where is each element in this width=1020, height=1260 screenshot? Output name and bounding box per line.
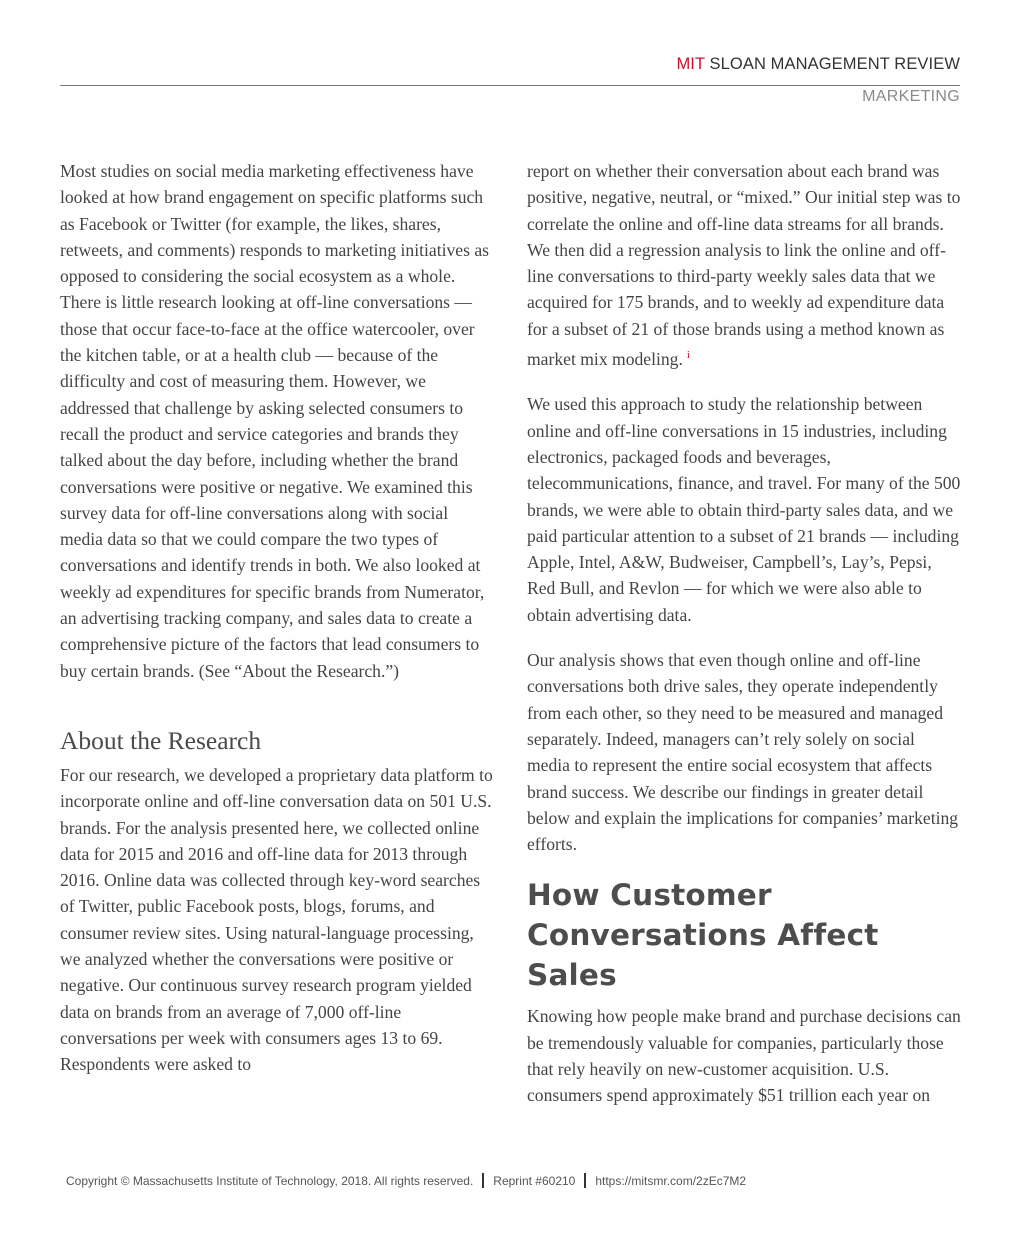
intro-paragraph: Most studies on social media marketing effectiveness have looked at how brand engagement on specific platforms such as Facebook or Twitter (for example, the likes, shares, retweets, and comments) responds to marketing initiatives as opposed to considering the social ecosystem as a whole. There is little research looking at off-line conversations — those that occur face-to-face at the office watercooler, over the kitchen table, or at a health club — because of the difficulty and cost of measuring them. However, we addressed that challenge by asking selected consumers to recall the product and service categories and brands they talked about the day before, including whether the brand conversations were positive or negative. We examined this survey data for off-line conversations along with social media data so that we could compare the two types of conversations and identify trends in both. We also looked at weekly ad expenditures for specific brands from Numerator, an advertising tracking company, and sales data to create a comprehensive picture of the factors that lead consumers to buy certain brands. (See “About the Research.”) (60, 161, 489, 681)
brand-mit: MIT (676, 55, 705, 73)
brand-name: SLOAN MANAGEMENT REVIEW (709, 55, 960, 73)
section-heading: How Customer Conversations Affect Sales (527, 878, 879, 993)
section-label: MARKETING (862, 88, 960, 105)
about-research-paragraph: For our research, we developed a proprietary data platform to incorporate online and off-line conversation data on 501 U.S. brands. For the analysis presented here, we collected online data for 2015 and 2016 and off-line data for 2013 through 2016. Online data was collected through key-word searches of Twitter, public Facebook posts, blogs, forums, and consumer review sites. Using natural-language processing, we analyzed whether the conversations were positive or negative. Our continuous survey research program yielded data on brands from an average of 7,000 off-line conversations per week with consumers ages 13 to 69. Respondents were asked to (60, 764, 493, 1075)
body-paragraph-4: Knowing how people make brand and purchase decisions can be tremendously valuable for companies, particularly those that rely heavily on new-customer acquisition. U.S. consumers spend approximately $51 trillion each year on (527, 1006, 961, 1106)
copyright-text: Copyright © Massachusetts Institute of Technology, 2018. All rights reserved. (66, 1174, 474, 1188)
page-footer (66, 1173, 746, 1188)
masthead (60, 55, 960, 86)
left-column (60, 158, 494, 1078)
about-research-heading: About the Research (60, 725, 262, 755)
body-paragraph-3: Our analysis shows that even though online and off-line conversations both drive sales, they operate independently from each other, so they need to be measured and managed separately. Indeed, managers can’t rely solely on social media to represent the entire social ecosystem that affects brand success. We describe our findings in greater detail below and explain the implications for companies’ marketing efforts. (527, 650, 959, 855)
publication-logo[interactable] (676, 55, 960, 74)
body-paragraph-1 (527, 158, 961, 372)
reprint-number: Reprint #60210 (493, 1174, 576, 1188)
footer-divider (482, 1173, 484, 1188)
footer-divider (584, 1173, 586, 1188)
body-paragraph-1-text: report on whether their conversation about each brand was positive, negative, neutral, or “mixed.” Our initial step was to correlate the online and off-line data streams for all brands. We then did a regression analysis to link the online and off-line conversations to third-party weekly sales data that we acquired for 175 brands, and to weekly ad expenditure data for a subset of 21 of those brands using a method known as market mix modeling. (527, 161, 961, 370)
body-paragraph-2: We used this approach to study the relationship between online and off-line conversations in 15 industries, including electronics, packaged foods and beverages, telecommunications, finance, and travel. For many of the 500 brands, we were able to obtain third-party sales data, and we paid particular attention to a subset of 21 brands — including Apple, Intel, A&W, Budweiser, Campbell’s, Lay’s, Pepsi, Red Bull, and Revlon — for which we were also able to obtain advertising data. (527, 394, 961, 625)
right-column (527, 158, 961, 1109)
reprint-url-link[interactable]: https://mitsmr.com/2zEc7M2 (595, 1174, 747, 1188)
footnote-link[interactable]: i (686, 349, 690, 362)
